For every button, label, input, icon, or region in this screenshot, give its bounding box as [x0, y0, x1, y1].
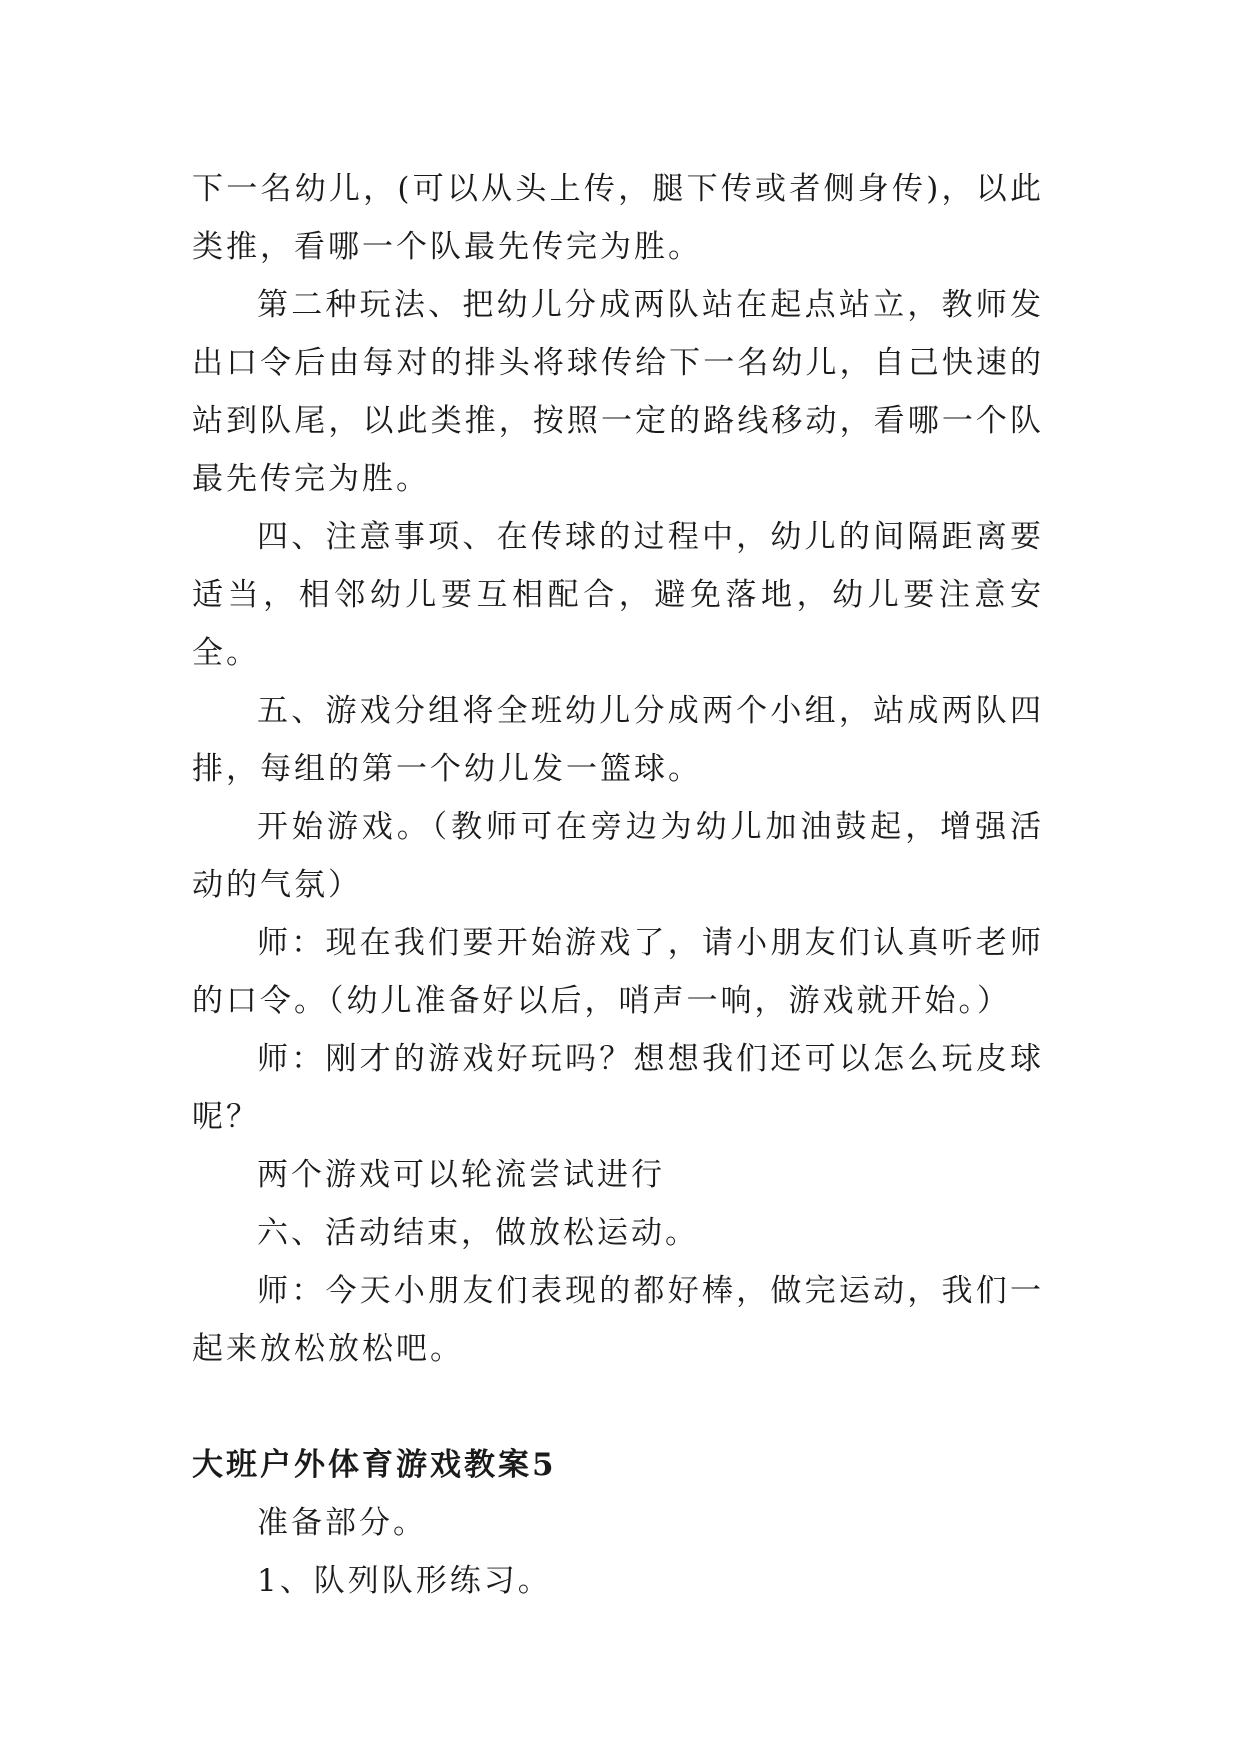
paragraph: 开始游戏。（教师可在旁边为幼儿加油鼓起，增强活动的气氛） [192, 809, 1044, 903]
paragraph: 1、队列队形练习。 [257, 1563, 552, 1599]
paragraph: 师：刚才的游戏好玩吗？想想我们还可以怎么玩皮球呢？ [192, 1041, 1044, 1135]
paragraph: 师：现在我们要开始游戏了，请小朋友们认真听老师的口令。（幼儿准备好以后，哨声一响，游戏就开始。） [192, 925, 1044, 1019]
paragraph: 师：今天小朋友们表现的都好棒，做完运动，我们一起来放松放松吧。 [192, 1273, 1044, 1367]
paragraph: 两个游戏可以轮流尝试进行 [257, 1157, 665, 1193]
paragraph: 五、游戏分组将全班幼儿分成两个小组，站成两队四排，每组的第一个幼儿发一篮球。 [192, 693, 1044, 787]
paragraph: 六、活动结束，做放松运动。 [257, 1215, 699, 1251]
paragraph: 准备部分。 [257, 1505, 427, 1541]
paragraph: 第二种玩法、把幼儿分成两队站在起点站立，教师发出口令后由每对的排头将球传给下一名幼儿，自己快速的站到队尾，以此类推，按照一定的路线移动，看哪一个队最先传完为胜。 [192, 287, 1044, 497]
paragraph: 四、注意事项、在传球的过程中，幼儿的间隔距离要适当，相邻幼儿要互相配合，避免落地，幼儿要注意安全。 [192, 519, 1044, 671]
section-heading: 大班户外体育游戏教案5 [192, 1447, 557, 1483]
document-body [192, 160, 1044, 1610]
paragraph: 下一名幼儿，(可以从头上传，腿下传或者侧身传)，以此类推，看哪一个队最先传完为胜。 [192, 171, 1044, 265]
